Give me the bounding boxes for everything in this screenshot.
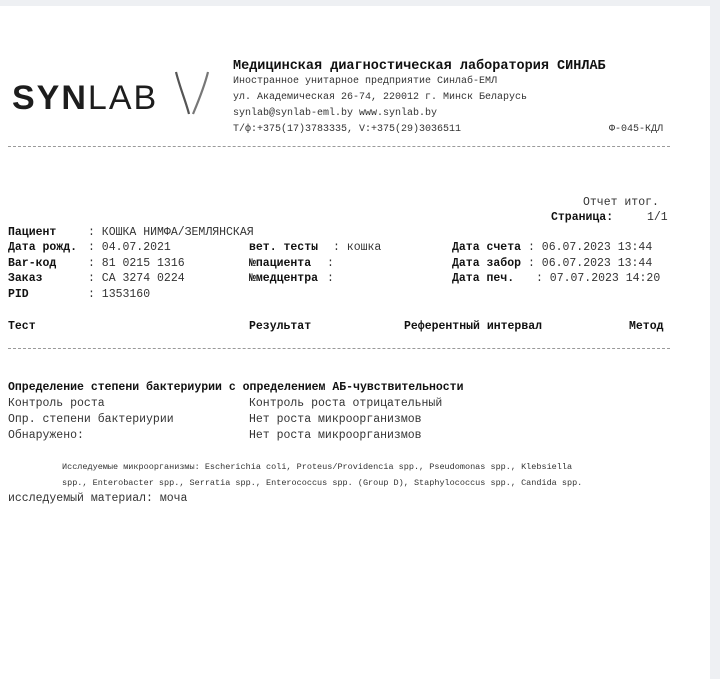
center-no-label: №медцентра — [249, 272, 319, 285]
patient-value: : КОШКА НИМФА/ЗЕМЛЯНСКАЯ — [88, 226, 254, 239]
synlab-logo — [12, 78, 158, 118]
barcode-value: : 81 0215 1316 — [88, 257, 185, 270]
form-code: Ф-045-КДЛ — [609, 124, 664, 135]
lab-title: Медицинская диагностическая лаборатория СИНЛАБ — [233, 59, 606, 74]
patient-label: Пациент — [8, 226, 57, 239]
lab-contacts: synlab@synlab-eml.by www.synlab.by — [233, 108, 438, 119]
columns-divider — [8, 348, 670, 349]
dob-label: Дата рожд. — [8, 241, 78, 254]
logo-text-bold: SYN — [12, 79, 88, 117]
table-row-test: Обнаружено: — [8, 429, 84, 442]
column-result: Результат — [249, 320, 312, 333]
section-title: Определение степени бактериурии с определением АБ-чувствительности — [8, 381, 464, 394]
center-no-value: : — [327, 272, 334, 285]
report-type: Отчет итог. — [583, 196, 659, 209]
page-value: 1/1 — [647, 211, 668, 224]
organisms-note-line2: spp., Enterobacter spp., Serratia spp., Enterococcus spp. (Group D), Staphylococcus spp., Candida spp. — [62, 478, 583, 488]
column-method: Метод — [629, 320, 664, 333]
order-value: : CA 3274 0224 — [88, 272, 185, 285]
print-date-value: : 07.07.2023 14:20 — [536, 272, 661, 285]
report-sheet — [0, 6, 710, 679]
print-date-label: Дата печ. — [452, 272, 515, 285]
patient-no-value: : — [327, 257, 334, 270]
lab-phones: Т/ф:+375(17)3783335, V:+375(29)3036511 — [233, 124, 462, 135]
table-row-test: Контроль роста — [8, 397, 105, 410]
dob-value: : 04.07.2021 — [88, 241, 171, 254]
patient-no-label: №пациента — [249, 257, 312, 270]
logo-text-thin: LAB — [87, 79, 159, 117]
vet-tests-label: вет. тесты — [249, 241, 319, 254]
synlab-mark-icon — [172, 68, 212, 118]
page-label: Страница: — [551, 211, 614, 224]
table-row-test: Опр. степени бактериурии — [8, 413, 174, 426]
sample-material: исследуемый материал: моча — [8, 492, 188, 505]
table-row-result: Нет роста микроорганизмов — [249, 413, 422, 426]
pid-label: PID — [8, 288, 29, 301]
barcode-label: Bar-код — [8, 257, 57, 270]
lab-org: Иностранное унитарное предприятие Синлаб-ЕМЛ — [233, 76, 498, 87]
vet-tests-value: : кошка — [333, 241, 382, 254]
column-reference: Референтный интервал — [404, 320, 543, 333]
lab-address: ул. Академическая 26-74, 220012 г. Минск Беларусь — [233, 92, 528, 103]
invoice-date-value: : 06.07.2023 13:44 — [528, 241, 653, 254]
table-row-result: Контроль роста отрицательный — [249, 397, 443, 410]
header-divider — [8, 146, 670, 147]
column-test: Тест — [8, 320, 36, 333]
pid-value: : 1353160 — [88, 288, 151, 301]
collection-date-value: : 06.07.2023 13:44 — [528, 257, 653, 270]
invoice-date-label: Дата счета — [452, 241, 522, 254]
order-label: Заказ — [8, 272, 43, 285]
collection-date-label: Дата забор — [452, 257, 522, 270]
table-row-result: Нет роста микроорганизмов — [249, 429, 422, 442]
organisms-note-line1: Исследуемые микроорганизмы: Escherichia coli, Proteus/Providencia spp., Pseudomonas spp., Klebsiella — [62, 462, 573, 472]
